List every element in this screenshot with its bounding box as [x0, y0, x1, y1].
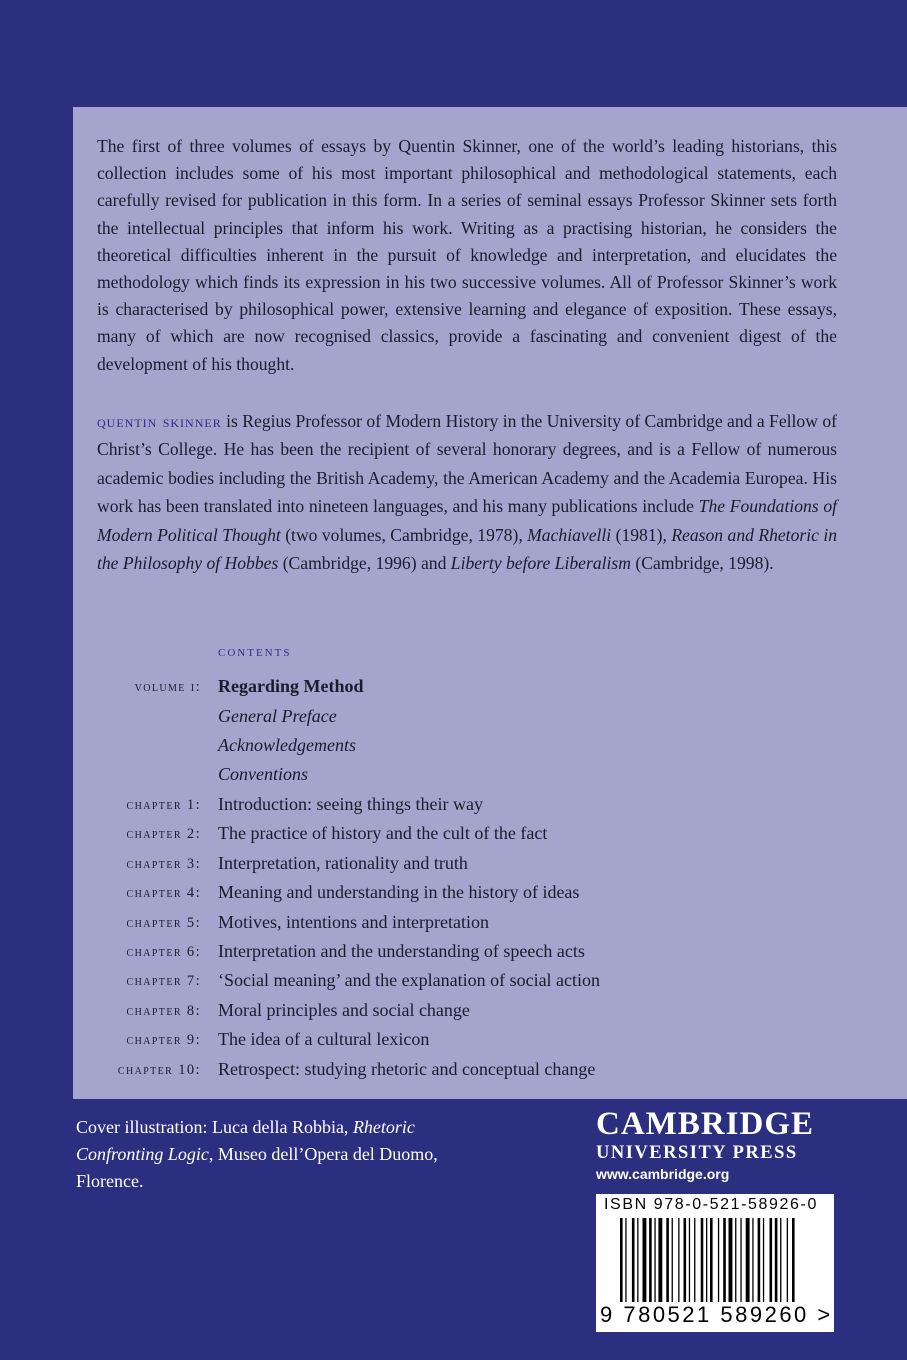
barcode-bar [666, 1218, 669, 1302]
chapter-label: chapter 4: [126, 885, 201, 901]
barcode-bar [694, 1218, 695, 1302]
barcode-bar [710, 1218, 713, 1302]
chapter-title: ‘Social meaning’ and the explanation of social action [218, 970, 601, 990]
chapter-label: chapter 10: [117, 1062, 201, 1078]
barcode-bar [620, 1218, 623, 1302]
barcode-bar [689, 1218, 690, 1302]
bio-book-title: Liberty before Liberalism [450, 553, 631, 574]
bio-book-title: The Foundations of Modern Political Thought [97, 496, 837, 545]
cover-credit-text: Cover illustration: Luca della Robbia, [76, 1117, 353, 1137]
bio-text: (1981), [611, 524, 672, 545]
chapter-row [73, 853, 907, 885]
chapter-title: The practice of history and the cult of the fact [218, 823, 548, 843]
chapter-row [73, 912, 907, 944]
bio-text: (two volumes, Cambridge, 1978), [280, 524, 528, 545]
barcode-bar [637, 1218, 638, 1302]
barcode-bar [723, 1218, 726, 1302]
author-name: quentin skinner [97, 411, 222, 431]
barcode-bar [701, 1218, 704, 1302]
chapter-label: chapter 2: [126, 826, 201, 842]
chapter-label: chapter 7: [126, 973, 201, 989]
barcode-bar [706, 1218, 707, 1302]
chapter-label: chapter 8: [126, 1003, 201, 1019]
bio-text: (Cambridge, 1996) and [278, 553, 451, 574]
cover-credit-text: , Museo dell’Opera del Duomo, Florence. [76, 1144, 438, 1191]
description-paragraph: The first of three volumes of essays by Quentin Skinner, one of the world’s leading historians, this collection includes some of his most important philosophical and methodological statements, each carefully revised for publication in this form. In a series of seminal essays Professor Skinner sets forth the intellectual principles that inform his work. Writing as a practising historian, he considers the theoretical difficulties inherent in the pursuit of knowledge and interpretation, and elucidates the methodology which finds its expression in his two successive volumes. All of Professor Skinner’s work is characterised by philosophical power, extensive learning and elegance of exposition. These essays, many of which are now recognised classics, provide a fascinating and convenient digest of the development of his thought. [97, 136, 837, 374]
barcode-bar [735, 1218, 736, 1302]
chapter-title: Moral principles and social change [218, 1000, 470, 1020]
chapter-label: chapter 3: [126, 856, 201, 872]
author-bio [97, 407, 837, 577]
bio-text: is Regius Professor of Modern History in the University of Cambridge and a Fellow of Christ’s College. He has been the recipient of several honorary degrees, and is a Fellow of numerous academic bodies including the British Academy, the American Academy and the Academia Europea. His work has been translated into nineteen languages, and his many publications include [97, 411, 837, 517]
chapter-label: chapter 1: [126, 797, 201, 813]
chapter-title: Motives, intentions and interpretation [218, 912, 489, 932]
barcode-bar [770, 1218, 773, 1302]
top-band [0, 0, 907, 107]
front-matter-title: Conventions [218, 764, 308, 784]
chapter-title: Interpretation, rationality and truth [218, 853, 468, 873]
volume-label: volume i: [134, 679, 201, 695]
barcode-bar [775, 1218, 778, 1302]
chapter-row [73, 970, 907, 1002]
publisher-logo [596, 1106, 836, 1184]
barcode-bar [625, 1218, 626, 1302]
chapter-row [73, 1000, 907, 1032]
publisher-url: www.cambridge.org [596, 1166, 730, 1182]
barcode-bar [643, 1218, 647, 1302]
chapter-title: The idea of a cultural lexicon [218, 1029, 430, 1049]
front-matter-title: Acknowledgements [218, 735, 356, 755]
barcode-bar [649, 1218, 652, 1302]
publisher-name: CAMBRIDGE [596, 1106, 815, 1142]
cover-artwork-title: Rhetoric Confronting Logic [76, 1117, 415, 1164]
barcode-bar [752, 1218, 753, 1302]
barcode-bar [729, 1218, 733, 1302]
cover-credit [76, 1114, 476, 1195]
chapter-title: Retrospect: studying rhetoric and conceptual change [218, 1059, 596, 1079]
barcode-bar [684, 1218, 687, 1302]
bio-book-title: Machiavelli [527, 524, 612, 545]
chapter-row [73, 941, 907, 973]
barcode-bar [787, 1218, 788, 1302]
barcode-bar [780, 1218, 781, 1302]
chapter-title: Interpretation and the understanding of speech acts [218, 941, 585, 961]
contents-heading: contents [218, 643, 292, 660]
chapter-row [73, 823, 907, 855]
chapter-label: chapter 6: [126, 944, 201, 960]
chapter-row [73, 1029, 907, 1061]
isbn-text: ISBN 978-0-521-58926-0 [604, 1196, 818, 1213]
barcode-bar [672, 1218, 673, 1302]
volume-row [73, 676, 907, 708]
barcode-bar [658, 1218, 662, 1302]
front-matter-title: General Preface [218, 706, 337, 726]
publisher-subtitle: UNIVERSITY PRESS [596, 1143, 798, 1163]
barcode-bar [746, 1218, 750, 1302]
barcode-bar [740, 1218, 741, 1302]
chapter-title: Meaning and understanding in the history of ideas [218, 882, 580, 902]
chapter-row [73, 1059, 907, 1091]
chapter-label: chapter 5: [126, 915, 201, 931]
chapter-label: chapter 9: [126, 1032, 201, 1048]
front-matter-item [73, 706, 907, 738]
ean-text: 9 780521 589260 > [600, 1302, 833, 1327]
front-matter-item [73, 735, 907, 767]
bio-book-title: Reason and Rhetoric in the Philosophy of Hobbes [97, 524, 838, 574]
barcode-bar [792, 1218, 795, 1302]
chapter-title: Introduction: seeing things their way [218, 794, 483, 814]
barcode-bar [632, 1218, 635, 1302]
bio-text: (Cambridge, 1998). [630, 553, 774, 574]
chapter-row [73, 794, 907, 826]
barcode-bar [758, 1218, 761, 1302]
barcode-bar [678, 1218, 679, 1302]
volume-title: Regarding Method [218, 676, 364, 696]
chapter-row [73, 882, 907, 914]
barcode-bar [763, 1218, 764, 1302]
barcode-bar [654, 1218, 655, 1302]
barcode-box [596, 1194, 834, 1332]
barcode-bar [718, 1218, 719, 1302]
front-matter-item [73, 764, 907, 796]
back-cover-panel [73, 107, 907, 1099]
